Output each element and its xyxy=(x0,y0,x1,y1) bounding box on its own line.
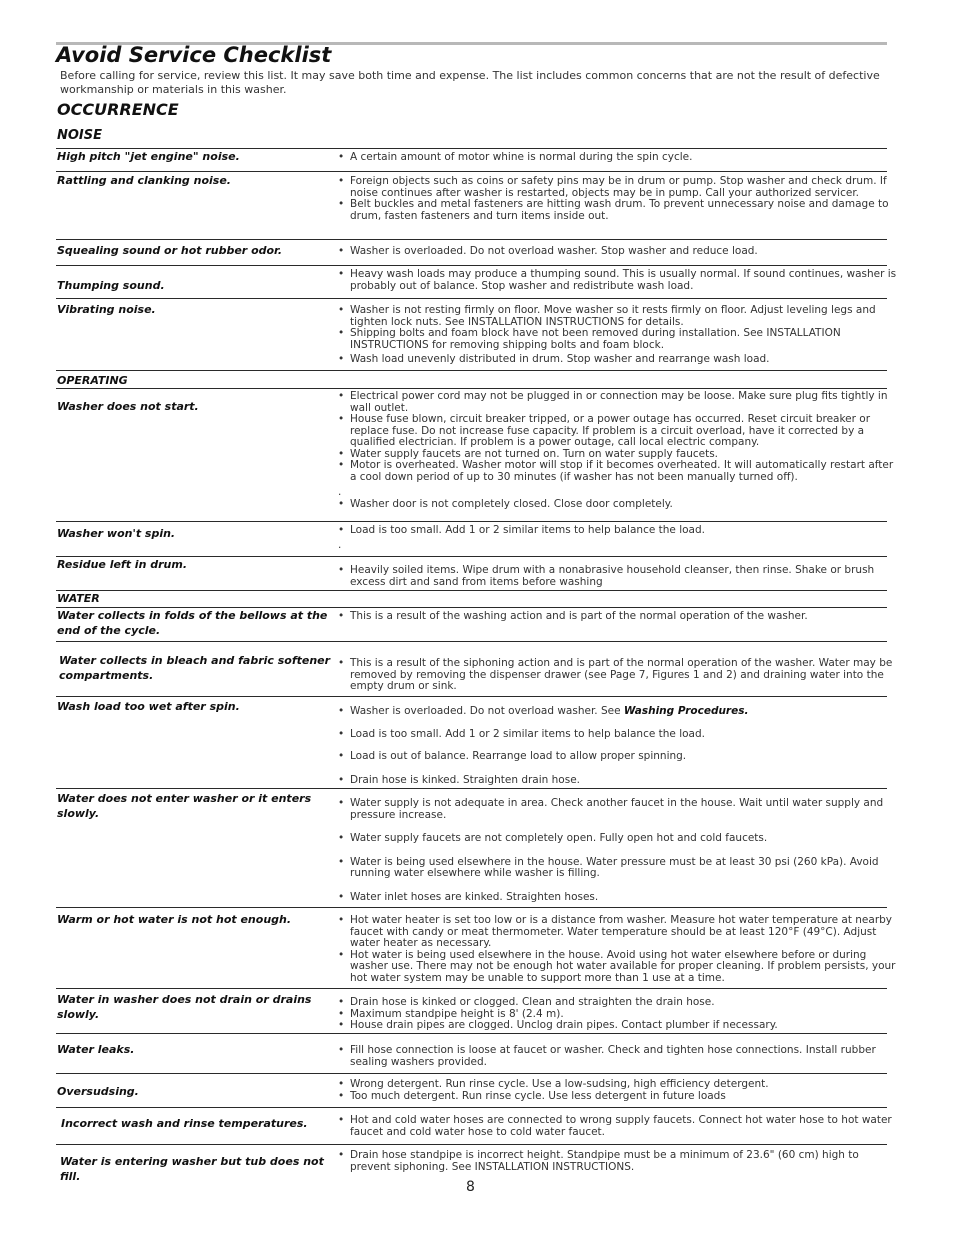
solution-bullet: • Motor is overheated. Washer motor will stop if it becomes overheated. It will automatically restart after a cool down period of up to 30 minutes (if washer has not been manually turned off). xyxy=(336,460,902,483)
problem-not-hot-enough: Warm or hot water is not hot enough. xyxy=(57,913,292,926)
solution-bullet: • This is a result of the siphoning action and is part of the normal operation of the washer. Water may be removed by removing the dispenser drawer (see Page 7, Figures 1 and 2) and draining water into the empty drum or sink. xyxy=(336,658,902,693)
solution-bullet: • Foreign objects such as coins or safety pins may be in drum or pump. Stop washer and check drum. If noise continues after washer is restarted, objects may be in pump. Call your authorized servicer. xyxy=(336,176,902,199)
solution-water-not-enter xyxy=(336,798,902,903)
solution-oversudsing xyxy=(336,1079,902,1102)
intro-text: Before calling for service, review this list. It may save both time and expense. The list includes common concerns that are not the result of defective workmanship or materials in this washer. xyxy=(60,69,880,96)
rule xyxy=(56,988,887,989)
solution-bullet: • Wrong detergent. Run rinse cycle. Use a low-sudsing, high efficiency detergent. xyxy=(336,1079,902,1091)
rule xyxy=(56,239,887,240)
rule xyxy=(56,370,887,371)
rule xyxy=(56,521,887,522)
problem-water-not-enter: Water does not enter washer or it enters slowly. xyxy=(57,792,312,820)
problem-thumping: Thumping sound. xyxy=(57,279,165,292)
solution-bullet: • Wash load unevenly distributed in drum. Stop washer and rearrange wash load. xyxy=(336,354,902,366)
solution-thumping xyxy=(336,269,902,292)
rule xyxy=(56,788,887,789)
section-noise: NOISE xyxy=(57,128,103,143)
solution-drain-slow xyxy=(336,997,902,1032)
problem-jet-engine-noise: High pitch "jet engine" noise. xyxy=(57,150,240,163)
rule xyxy=(56,641,887,642)
solution-bullet: • Belt buckles and metal fasteners are hitting wash drum. To prevent unnecessary noise and damage to drum, fasten fasteners and turn items inside out. xyxy=(336,199,902,222)
rule xyxy=(56,907,887,908)
problem-squealing: Squealing sound or hot rubber odor. xyxy=(57,244,283,257)
problem-tub-not-fill: Water is entering washer but tub does not fill. xyxy=(60,1155,324,1183)
page-title: Avoid Service Checklist xyxy=(56,43,332,67)
solution-water-leaks xyxy=(336,1045,902,1068)
problem-drain-slow: Water in washer does not drain or drains slowly. xyxy=(57,993,312,1021)
solution-bullet: • A certain amount of motor whine is normal during the spin cycle. xyxy=(336,152,902,164)
solution-bullet: • Heavily soiled items. Wipe drum with a nonabrasive household cleanser, then rinse. Shake or brush excess dirt and sand from items before washing xyxy=(336,565,902,588)
solution-bullet: • Hot water is being used elsewhere in the house. Avoid using hot water elsewhere before or during washer use. There may not be enough hot water available for proper cleaning. If problem persists, your hot water system may be unable to support more than 1 use at a time. xyxy=(336,950,902,985)
solution-bullet: • Hot water heater is set too low or is a distance from washer. Measure hot water temperature at nearby faucet with candy or meat thermometer. Water temperature should be at least 120°F (49°C). Adjust water heater as necessary. xyxy=(336,915,902,950)
solution-bullet: • Water supply faucets are not turned on. Turn on water supply faucets. xyxy=(336,449,902,461)
section-water: WATER xyxy=(57,592,100,605)
solution-bullet: • Shipping bolts and foam block have not been removed during installation. See INSTALLATION INSTRUCTIONS for removing shipping bolts and foam block. xyxy=(336,328,902,351)
solution-bullet: • Washer is overloaded. Do not overload washer. Stop washer and reduce load. xyxy=(336,246,902,258)
problem-too-wet: Wash load too wet after spin. xyxy=(57,700,240,713)
solution-bullet: • Heavy wash loads may produce a thumping sound. This is usually normal. If sound continues, washer is probably out of balance. Stop washer and redistribute wash load. xyxy=(336,269,902,292)
solution-bullet: • Fill hose connection is loose at faucet or washer. Check and tighten hose connections. Install rubber sealing washers provided. xyxy=(336,1045,902,1068)
problem-wont-spin: Washer won't spin. xyxy=(57,527,176,540)
occurrence-heading: OCCURRENCE xyxy=(57,100,179,119)
rule xyxy=(56,1073,887,1074)
solution-squealing xyxy=(336,246,902,258)
washing-procedures-ref: Washing Procedures. xyxy=(623,705,749,717)
rule xyxy=(56,1033,887,1034)
rule xyxy=(56,590,887,591)
solution-bullet: • Water is being used elsewhere in the house. Water pressure must be at least 30 psi (260 kPa). Avoid running water elsewhere while washer is filling. xyxy=(336,857,902,880)
solution-bellows-water xyxy=(336,611,902,623)
solution-bullet: • Too much detergent. Run rinse cycle. Use less detergent in future loads xyxy=(336,1091,902,1103)
rule xyxy=(56,171,887,172)
rule xyxy=(56,298,887,299)
solution-bullet: • Water supply faucets are not completely open. Fully open hot and cold faucets. xyxy=(336,833,902,845)
solution-bullet: • Drain hose standpipe is incorrect height. Standpipe must be a minimum of 23.6" (60 cm) high to prevent siphoning. See INSTALLATION INSTRUCTIONS. xyxy=(336,1150,902,1173)
solution-bullet: • Drain hose is kinked or clogged. Clean and straighten the drain hose. xyxy=(336,997,902,1009)
problem-rattling-noise: Rattling and clanking noise. xyxy=(57,174,231,187)
solution-bullet: • Maximum standpipe height is 8' (2.4 m). xyxy=(336,1009,902,1021)
solution-wont-spin xyxy=(336,525,902,551)
solution-bullet: • Load is too small. Add 1 or 2 similar items to help balance the load. xyxy=(336,729,902,741)
solution-bullet: • This is a result of the washing action and is part of the normal operation of the washer. xyxy=(336,611,902,623)
solution-vibrating xyxy=(336,305,902,366)
solution-bullet: • Water inlet hoses are kinked. Straighten hoses. xyxy=(336,892,902,904)
solution-too-wet xyxy=(336,706,902,786)
rule xyxy=(56,696,887,697)
solution-bullet: • Drain hose is kinked. Straighten drain hose. xyxy=(336,775,902,787)
stray-dot: . xyxy=(338,538,342,551)
stray-dot: . xyxy=(338,486,342,498)
solution-washer-not-start xyxy=(336,391,902,510)
problem-bellows-water: Water collects in folds of the bellows at the end of the cycle. xyxy=(57,609,328,637)
solution-tub-not-fill xyxy=(336,1150,902,1173)
bullet-text: Washer is overloaded. Do not overload washer. See xyxy=(350,705,621,717)
solution-bullet: • Load is out of balance. Rearrange load to allow proper spinning. xyxy=(336,751,902,763)
solution-bullet: • Water supply is not adequate in area. Check another faucet in the house. Wait until water supply and pressure increase. xyxy=(336,798,902,821)
problem-vibrating: Vibrating noise. xyxy=(57,303,156,316)
solution-bullet: • Electrical power cord may not be plugged in or connection may be loose. Make sure plug fits tightly in wall outlet. xyxy=(336,391,902,414)
solution-bullet: • Hot and cold water hoses are connected to wrong supply faucets. Connect hot water hose to hot water faucet and cold water hose to cold water faucet. xyxy=(336,1115,902,1138)
section-operating: OPERATING xyxy=(57,374,128,387)
solution-bullet: • Washer is not resting firmly on floor. Move washer so it rests firmly on floor. Adjust leveling legs and tighten lock nuts. See INSTALLATION INSTRUCTIONS for details. xyxy=(336,305,902,328)
rule xyxy=(56,265,887,266)
solution-jet-engine-noise xyxy=(336,152,902,164)
problem-washer-not-start: Washer does not start. xyxy=(57,400,199,413)
page-number: 8 xyxy=(466,1179,475,1195)
solution-bullet: • House fuse blown, circuit breaker tripped, or a power outage has occurred. Reset circuit breaker or replace fuse. Do not increase fuse capacity. If problem is a circuit overload, have it corrected by a qualified electrician. If problem is a power outage, call local electric company. xyxy=(336,414,902,449)
solution-bullet: • Load is too small. Add 1 or 2 similar items to help balance the load. xyxy=(336,525,902,537)
rule xyxy=(56,1107,887,1108)
solution-bullet: • Washer door is not completely closed. Close door completely. xyxy=(336,499,902,511)
solution-not-hot-enough xyxy=(336,915,902,984)
rule xyxy=(56,388,887,389)
solution-bullet: • House drain pipes are clogged. Unclog drain pipes. Contact plumber if necessary. xyxy=(336,1020,902,1032)
problem-residue: Residue left in drum. xyxy=(57,558,188,571)
solution-wrong-temperatures xyxy=(336,1115,902,1138)
solution-rattling-noise xyxy=(336,176,902,222)
rule xyxy=(56,1144,887,1145)
problem-water-leaks: Water leaks. xyxy=(57,1043,135,1056)
problem-oversudsing: Oversudsing. xyxy=(57,1085,139,1098)
problem-wrong-temperatures: Incorrect wash and rinse temperatures. xyxy=(61,1117,308,1130)
solution-bullet xyxy=(336,706,902,718)
solution-compartment-water xyxy=(336,658,902,693)
solution-residue xyxy=(336,565,902,588)
problem-compartment-water: Water collects in bleach and fabric softener compartments. xyxy=(59,654,331,682)
